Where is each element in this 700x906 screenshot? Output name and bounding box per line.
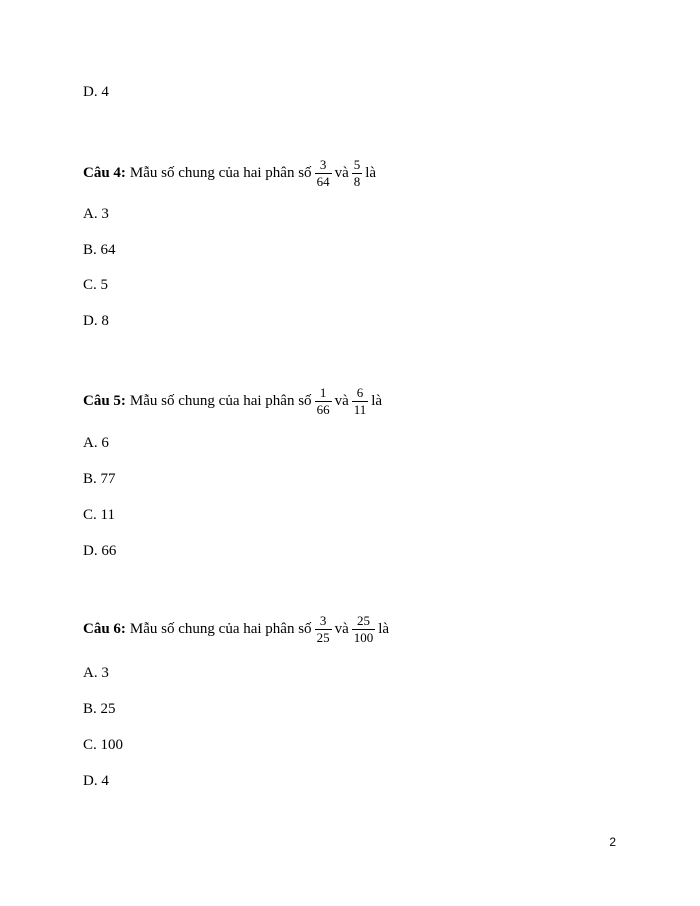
fraction-2: [352, 614, 376, 645]
fraction-denominator: 64: [316, 174, 330, 189]
question-label: Câu 6:: [83, 621, 126, 637]
previous-option-d: D. 4: [83, 84, 109, 100]
option-c[interactable]: C. 5: [83, 277, 109, 293]
page-number: 2: [609, 835, 616, 849]
option-d[interactable]: D. 4: [83, 773, 109, 789]
option-c[interactable]: C. 100: [83, 737, 124, 753]
question-4: [83, 158, 376, 189]
fraction-numerator: 1: [319, 385, 327, 400]
fraction-numerator: 3: [319, 157, 327, 172]
option-b[interactable]: B. 25: [83, 701, 116, 717]
question-ending: là: [365, 165, 377, 181]
fraction-denominator: 25: [316, 630, 330, 645]
question-6: [83, 614, 389, 645]
fraction-2: [352, 158, 363, 189]
conjunction: và: [334, 165, 349, 181]
fraction-1: [315, 158, 332, 189]
question-text: Mẫu số chung của hai phân số: [129, 165, 312, 181]
fraction-denominator: 8: [353, 174, 361, 189]
fraction-1: [315, 614, 332, 645]
fraction-numerator: 6: [356, 385, 364, 400]
fraction-numerator: 25: [356, 613, 370, 628]
question-text: Mẫu số chung của hai phân số: [129, 393, 312, 409]
conjunction: và: [334, 621, 349, 637]
option-c[interactable]: C. 11: [83, 507, 115, 523]
option-a[interactable]: A. 3: [83, 665, 109, 681]
question-ending: là: [378, 621, 390, 637]
fraction-numerator: 3: [319, 613, 327, 628]
option-a[interactable]: A. 3: [83, 206, 109, 222]
option-b[interactable]: B. 64: [83, 242, 116, 258]
question-5: [83, 386, 382, 417]
question-ending: là: [371, 393, 383, 409]
fraction-numerator: 5: [353, 157, 361, 172]
option-a[interactable]: A. 6: [83, 435, 109, 451]
fraction-denominator: 100: [353, 630, 374, 645]
fraction-denominator: 66: [316, 402, 330, 417]
option-d[interactable]: D. 8: [83, 313, 109, 329]
question-label: Câu 4:: [83, 165, 126, 181]
fraction-denominator: 11: [353, 402, 367, 417]
option-b[interactable]: B. 77: [83, 471, 116, 487]
conjunction: và: [334, 393, 349, 409]
option-d[interactable]: D. 66: [83, 543, 117, 559]
fraction-2: [352, 386, 369, 417]
question-text: Mẫu số chung của hai phân số: [129, 621, 312, 637]
fraction-1: [315, 386, 332, 417]
question-label: Câu 5:: [83, 393, 126, 409]
